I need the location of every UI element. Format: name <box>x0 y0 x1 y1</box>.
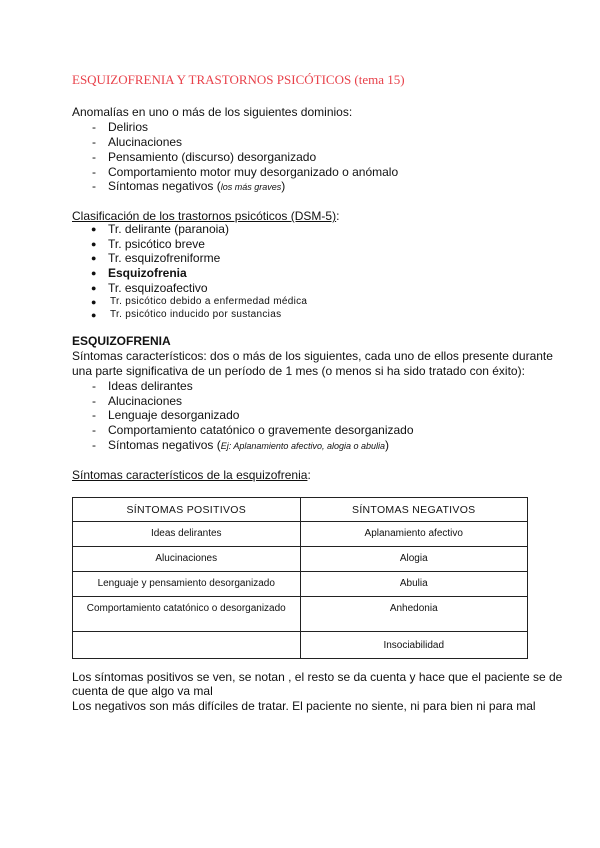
table-row: Ideas delirantes Aplanamiento afectivo <box>73 522 528 547</box>
table-row: Comportamiento catatónico o desorganizado Anhedonia <box>73 597 528 632</box>
table-heading: Síntomas característicos de la esquizofrenia: <box>72 468 311 482</box>
intro-text: Anomalías en uno o más de los siguientes dominios: <box>72 105 353 119</box>
classification-heading: Clasificación de los trastornos psicóticos (DSM-5): <box>72 209 340 223</box>
page-title: ESQUIZOFRENIA Y TRASTORNOS PSICÓTICOS (tema 15) <box>72 72 405 87</box>
table-row: Lenguaje y pensamiento desorganizado Abulia <box>73 572 528 597</box>
table-row: Alucinaciones Alogia <box>73 547 528 572</box>
footer-line: Los negativos son más difíciles de tratar. El paciente no siente, ni para bien ni para mal <box>72 699 536 713</box>
paragraph-line: Síntomas característicos: dos o más de los siguientes, cada uno de ellos presente durante <box>72 349 553 363</box>
footer-line: Los síntomas positivos se ven, se notan , el resto se da cuenta y hace que el paciente se de <box>72 670 563 684</box>
section-heading: ESQUIZOFRENIA <box>72 334 171 348</box>
table-header-row: SÍNTOMAS POSITIVOS SÍNTOMAS NEGATIVOS <box>73 498 528 522</box>
table-row: Insociabilidad <box>73 632 528 659</box>
document-page: ESQUIZOFRENIA Y TRASTORNOS PSICÓTICOS (tema 15) Anomalías en uno o más de los siguientes dominios: - Delirios - Alucinaciones - Pensamiento (discurso) desorganizado - Comportamiento motor muy desorganizado o anómalo - Síntomas negativos (los más graves) Clasificación de los trastornos psicóticos (DSM-5): ● Tr. delirante (paranoia) ● Tr. psicótico breve ● Tr. esquizofreniforme ● Esquizofrenia ● Tr. esquizoafectivo ● Tr. psicótico debido a enfermedad médica ● Tr. psicótico inducido por sustancias ESQUIZOFRENIA Síntomas característicos: dos o más de los siguientes, cada uno de ellos presente durante una parte significativa de un período de 1 mes (o menos si ha sido tratado con éxito): - Ideas delirantes - Alucinaciones - Lenguaje desorganizado - Comportamiento catatónico o gravemente desorganizado - Síntomas negativos (Ej: Aplanamiento afectivo, alogia o abulia) Síntomas característicos de la esquizofrenia: SÍNTOMAS POSITIVOS SÍNTOMAS NEGATIVOS Ideas delirantes Aplanamiento afectivo Alucinaciones Alogia Lenguaje y pensamiento desorganizado Abulia Comportamiento catatónico o desorganizado Anhedonia Insociabilidad Los síntomas positivos se ven, se notan , el resto se da cuenta y hace que el paciente se de cuenta de que algo va mal Los negativos son más difíciles de tratar. El paciente no siente, ni para bien ni para mal <box>0 0 600 848</box>
symptoms-table <box>72 497 528 659</box>
footer-line: cuenta de que algo va mal <box>72 684 213 698</box>
paragraph-line: una parte significativa de un período de 1 mes (o menos si ha sido tratado con éxito): <box>72 364 525 378</box>
